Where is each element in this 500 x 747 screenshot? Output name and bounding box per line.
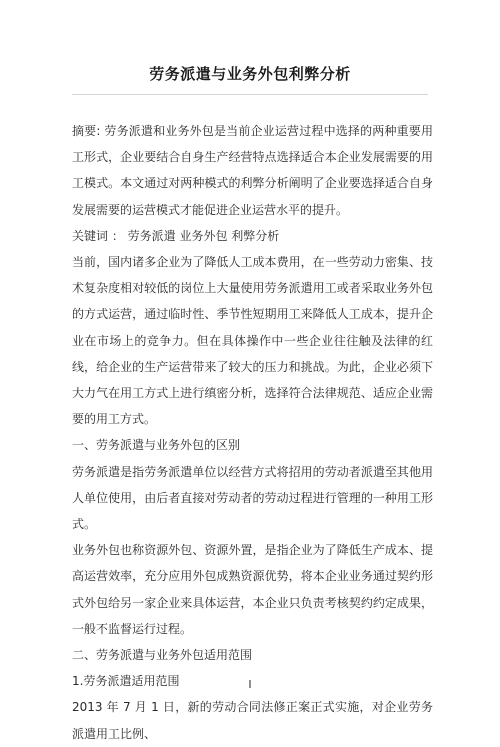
law-paragraph: 2013 年 7 月 1 日，新的劳动合同法修正案正式实施，对企业劳务派遣用工比例、 — [72, 700, 433, 741]
document-body — [72, 118, 433, 747]
section-heading-1: 一、劳务派遣与业务外包的区别 — [72, 438, 241, 453]
section-heading-2: 二、劳务派遣与业务外包适用范围 — [72, 648, 253, 663]
abstract-paragraph: 摘要: 劳务派遣和业务外包是当前企业运营过程中选择的两种重要用工形式，企业要结合自身生产经营特点选择适合本企业发展需要的用工模式。本文通过对两种模式的利弊分析阐明了企业要选择适合自身发展需要的运营模式才能促进企业运营水平的提升。 — [72, 124, 433, 217]
page-number: I — [248, 678, 252, 691]
document-title: 劳务派遣与业务外包利弊分析 — [149, 65, 351, 83]
outsourcing-definition-paragraph: 业务外包也称资源外包、资源外置，是指企业为了降低生产成本、提高运营效率，充分应用外包成熟资源优势，将本企业业务通过契约形式外包给另一家企业来具体运营，本企业只负责考核契约约定成果，一般不监督运行过程。 — [72, 543, 433, 636]
title-divider — [72, 94, 428, 95]
keywords-line: 关键词 ： 劳务派遣 业务外包 利弊分析 — [72, 228, 280, 243]
dispatch-definition-paragraph: 劳务派遣是指劳务派遣单位以经营方式将招用的劳动者派遣至其他用人单位使用，由后者直接对劳动者的劳动过程进行管理的一种用工形式。 — [72, 464, 433, 532]
subsection-heading-1: 1.劳务派遣适用范围 — [72, 674, 180, 689]
intro-paragraph: 当前，国内诸多企业为了降低人工成本费用，在一些劳动力密集、技术复杂度相对较低的岗位上大量使用劳务派遣用工或者采取业务外包的方式运营，通过临时性、季节性短期用工来降低人工成本，提升企业在市场上的竞争力。但在具体操作中一些企业往往触及法律的红线，给企业的生产运营带来了较大的压力和挑战。为此，企业必须下大力气在用工方式上进行缜密分析，选择符合法律规范、适应企业需要的用工方式。 — [72, 255, 433, 427]
